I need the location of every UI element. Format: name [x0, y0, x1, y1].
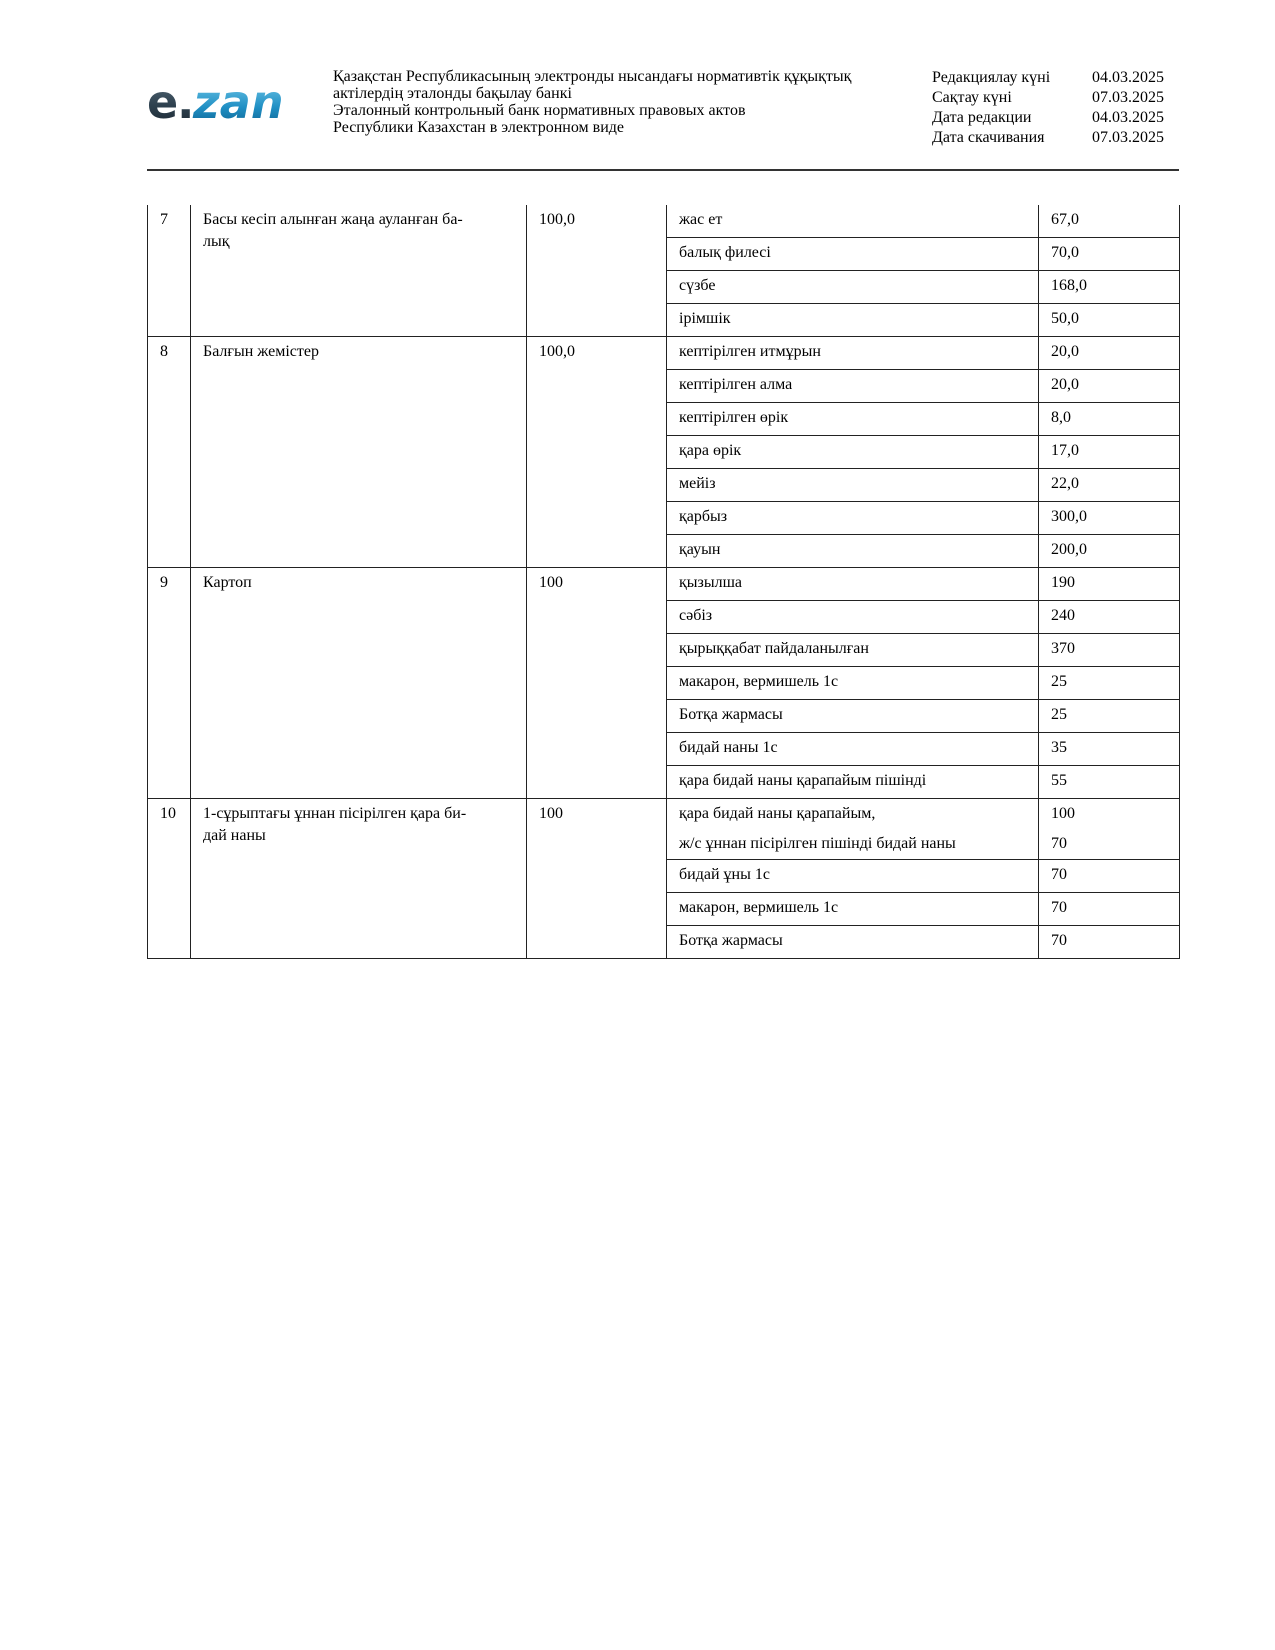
product-name [191, 799, 527, 959]
replacement-value: 55 [1039, 766, 1180, 799]
replacement-value: 70 [1039, 926, 1180, 959]
replacement-value: 35 [1039, 733, 1180, 766]
table-row [148, 337, 1180, 370]
replacement-name: Ботқа жармасы [667, 700, 1039, 733]
ezan-logo [147, 72, 297, 132]
header-divider [147, 169, 1179, 171]
replacement-name: макарон, вермишель 1с [667, 667, 1039, 700]
row-number: 9 [148, 568, 191, 799]
replacement-name: жас ет [667, 205, 1039, 238]
replacement-name: кептірілген алма [667, 370, 1039, 403]
title-line: Қазақстан Республикасының электронды нысандағы нормативтік құқықтық [333, 68, 852, 85]
svg-text:zan: zan [193, 75, 284, 129]
replacement-value: 22,0 [1039, 469, 1180, 502]
document-header [0, 0, 1275, 175]
replacement-table [147, 205, 1180, 959]
product-name-line: Балғын жемістер [203, 343, 319, 360]
replacement-value: 370 [1039, 634, 1180, 667]
replacement-value-line: 70 [1051, 835, 1067, 852]
replacement-name: қауын [667, 535, 1039, 568]
replacement-name-line: қара бидай наны қарапайым, [679, 805, 876, 822]
replacement-value: 70 [1039, 893, 1180, 926]
table-row [148, 568, 1180, 601]
meta-label: Редакциялау күні [932, 69, 1051, 86]
meta-value: 04.03.2025 [1092, 69, 1164, 86]
row-number: 8 [148, 337, 191, 568]
replacement-name: қырыққабат пайдаланылған [667, 634, 1039, 667]
meta-label: Сақтау күні [932, 89, 1012, 106]
meta-row [932, 68, 1182, 88]
bank-title [333, 68, 851, 136]
meta-label: Дата редакции [932, 109, 1032, 126]
replacement-value: 190 [1039, 568, 1180, 601]
replacement-value: 240 [1039, 601, 1180, 634]
replacement-name-line: ж/с ұннан пісірілген пішінді бидай наны [679, 835, 956, 852]
replacement-name: қарбыз [667, 502, 1039, 535]
replacement-value: 67,0 [1039, 205, 1180, 238]
replacement-name: сәбіз [667, 601, 1039, 634]
replacement-value [1039, 799, 1180, 860]
replacement-name: макарон, вермишель 1с [667, 893, 1039, 926]
title-line: Республики Казахстан в электронном виде [333, 119, 625, 136]
svg-text:.: . [177, 75, 195, 129]
meta-value: 07.03.2025 [1092, 129, 1164, 146]
replacement-value: 25 [1039, 700, 1180, 733]
meta-row [932, 128, 1182, 148]
meta-row [932, 88, 1182, 108]
replacement-name: қызылша [667, 568, 1039, 601]
product-name-line: дай наны [203, 827, 266, 844]
replacement-value: 50,0 [1039, 304, 1180, 337]
product-name [191, 568, 527, 799]
meta-value: 07.03.2025 [1092, 89, 1164, 106]
replacement-name: кептірілген итмұрын [667, 337, 1039, 370]
product-name [191, 205, 527, 337]
meta-label: Дата скачивания [932, 129, 1045, 146]
replacement-name: ірімшік [667, 304, 1039, 337]
replacement-name: қара өрік [667, 436, 1039, 469]
product-quantity: 100 [527, 568, 667, 799]
replacement-value: 8,0 [1039, 403, 1180, 436]
replacement-value: 200,0 [1039, 535, 1180, 568]
meta-row [932, 108, 1182, 128]
table-row [148, 799, 1180, 860]
replacement-value: 70 [1039, 860, 1180, 893]
row-number: 7 [148, 205, 191, 337]
replacement-name: бидай наны 1с [667, 733, 1039, 766]
table-row [148, 205, 1180, 238]
product-name [191, 337, 527, 568]
replacement-name: қара бидай наны қарапайым пішінді [667, 766, 1039, 799]
title-line: актілердің эталонды бақылау банкі [333, 85, 572, 102]
replacement-value: 25 [1039, 667, 1180, 700]
replacement-name: сүзбе [667, 271, 1039, 304]
replacement-name: мейіз [667, 469, 1039, 502]
table-body [148, 205, 1180, 959]
product-name-line: Басы кесіп алынған жаңа ауланған ба- [203, 211, 463, 228]
replacement-value: 17,0 [1039, 436, 1180, 469]
product-quantity: 100,0 [527, 337, 667, 568]
replacement-value: 20,0 [1039, 337, 1180, 370]
replacement-value-line: 100 [1051, 805, 1075, 822]
date-meta [932, 68, 1182, 148]
product-quantity: 100,0 [527, 205, 667, 337]
replacement-name: кептірілген өрік [667, 403, 1039, 436]
svg-text:e: e [147, 75, 179, 129]
row-number: 10 [148, 799, 191, 959]
replacement-name: Ботқа жармасы [667, 926, 1039, 959]
product-name-line: лық [203, 233, 230, 250]
replacement-name: балық филесі [667, 238, 1039, 271]
title-line: Эталонный контрольный банк нормативных правовых актов [333, 102, 746, 119]
replacement-name [667, 799, 1039, 860]
replacement-value: 300,0 [1039, 502, 1180, 535]
meta-value: 04.03.2025 [1092, 109, 1164, 126]
product-quantity: 100 [527, 799, 667, 959]
replacement-value: 20,0 [1039, 370, 1180, 403]
product-name-line: Картоп [203, 574, 252, 591]
replacement-value: 70,0 [1039, 238, 1180, 271]
replacement-value: 168,0 [1039, 271, 1180, 304]
product-name-line: 1-сұрыптағы ұннан пісірілген қара би- [203, 805, 467, 822]
replacement-table-container [147, 205, 1179, 959]
replacement-name: бидай ұны 1с [667, 860, 1039, 893]
